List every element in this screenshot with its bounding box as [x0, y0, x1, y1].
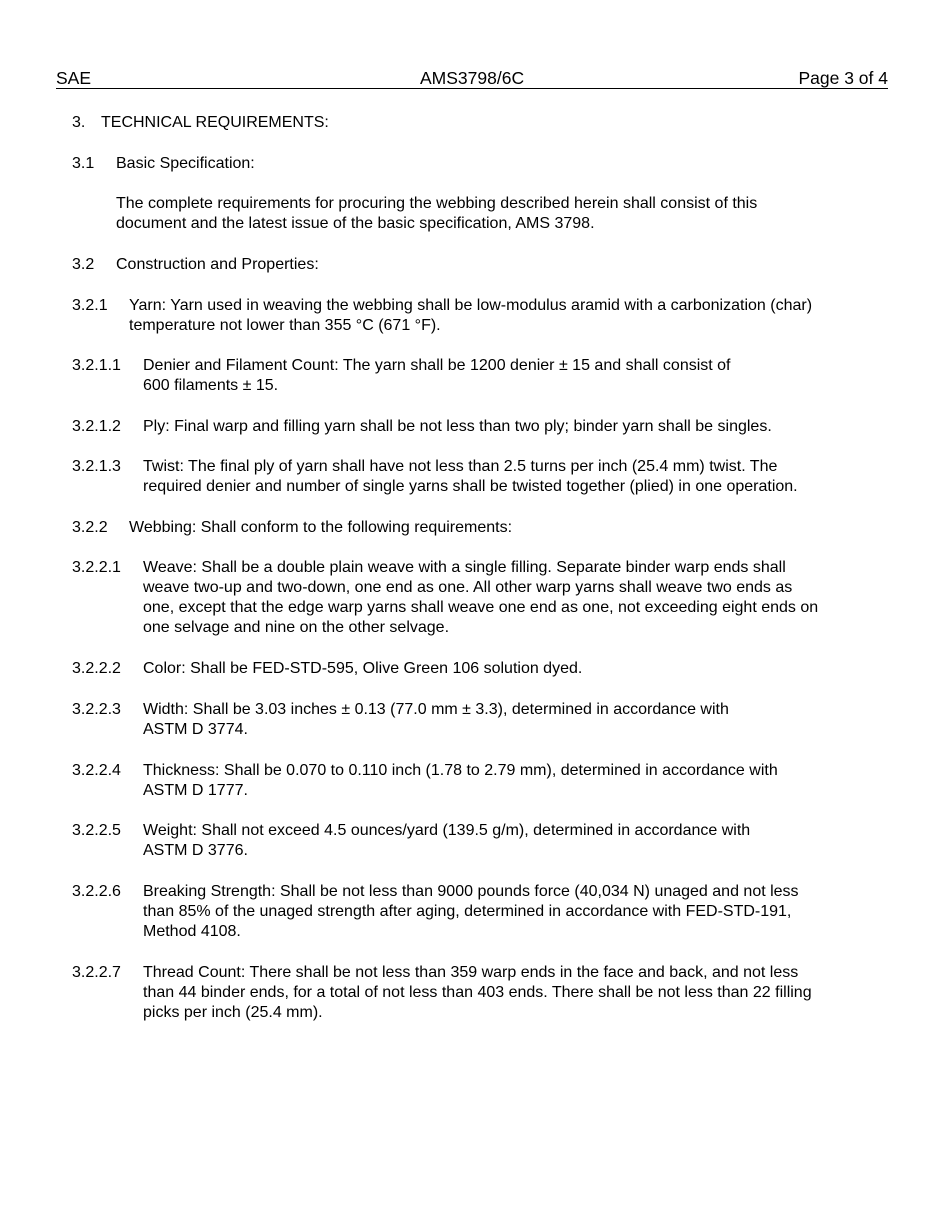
- section-number: 3.2.1: [72, 297, 108, 314]
- header-page-number: Page 3 of 4: [798, 68, 888, 88]
- section-text: Breaking Strength: Shall be not less than 9000 pounds force (40,034 N) unaged and not less than 85% of the unaged strength after aging, determined in accordance with FED-STD-191, Method 4108.: [143, 883, 799, 940]
- section-text: Weight: Shall not exceed 4.5 ounces/yard (139.5 g/m), determined in accordance with ASTM D 3776.: [143, 822, 751, 859]
- section-number: 3.2.2.1: [72, 559, 121, 576]
- section-text: Webbing: Shall conform to the following requirements:: [129, 519, 513, 536]
- section-number: 3.2.1.2: [72, 418, 121, 435]
- section-number: 3.2.2.4: [72, 762, 121, 779]
- section-number: 3.2.1.3: [72, 458, 121, 475]
- section-heading: Construction and Properties:: [116, 256, 319, 273]
- page-header: [56, 68, 888, 89]
- section-text: Twist: The final ply of yarn shall have not less than 2.5 turns per inch (25.4 mm) twist. The required denier and number of single yarns shall be twisted together (plied) in one operation.: [143, 458, 798, 495]
- section-text: Weave: Shall be a double plain weave with a single filling. Separate binder warp ends shall weave two-up and two-down, one end as one. All other warp yarns shall weave two ends as one, except that the edge warp yarns shall weave one end as one, not exceeding eight ends on one selvage and nine on the other selvage.: [143, 559, 819, 636]
- section-text: Width: Shall be 3.03 inches ± 0.13 (77.0 mm ± 3.3), determined in accordance with ASTM D 3774.: [143, 701, 729, 738]
- section-number: 3.2.2: [72, 519, 108, 536]
- section-number: 3.2.2.7: [72, 964, 121, 981]
- section-number: 3.2.2.2: [72, 660, 121, 677]
- section-number: 3.2.1.1: [72, 357, 121, 374]
- section-text: Denier and Filament Count: The yarn shall be 1200 denier ± 15 and shall consist of 600 filaments ± 15.: [143, 357, 731, 394]
- section-text: Yarn: Yarn used in weaving the webbing shall be low-modulus aramid with a carbonization (char) temperature not lower than 355 °C (671 °F).: [129, 297, 813, 334]
- section-number: 3.2.2.6: [72, 883, 121, 900]
- section-text: Ply: Final warp and filling yarn shall be not less than two ply; binder yarn shall be singles.: [143, 418, 772, 435]
- section-number: 3.2: [72, 256, 95, 273]
- section-heading: Basic Specification:: [116, 155, 255, 172]
- header-org: SAE: [56, 68, 92, 88]
- header-doc-number: AMS3798/6C: [420, 68, 525, 88]
- section-text: Color: Shall be FED-STD-595, Olive Green 106 solution dyed.: [143, 660, 583, 677]
- section-number: 3.2.2.3: [72, 701, 121, 718]
- section-number: 3.: [72, 114, 86, 131]
- section-text: Thickness: Shall be 0.070 to 0.110 inch (1.78 to 2.79 mm), determined in accordance with ASTM D 1777.: [143, 762, 778, 799]
- basic-spec-paragraph: The complete requirements for procuring the webbing described herein shall consist of this document and the latest issue of the basic specification, AMS 3798.: [116, 195, 758, 232]
- section-number: 3.1: [72, 155, 95, 172]
- section-text: Thread Count: There shall be not less than 359 warp ends in the face and back, and not less than 44 binder ends, for a total of not less than 403 ends. There shall be not less than 22 filling picks per inch (25.4 mm).: [143, 964, 812, 1021]
- section-number: 3.2.2.5: [72, 822, 121, 839]
- section-heading: TECHNICAL REQUIREMENTS:: [101, 114, 329, 131]
